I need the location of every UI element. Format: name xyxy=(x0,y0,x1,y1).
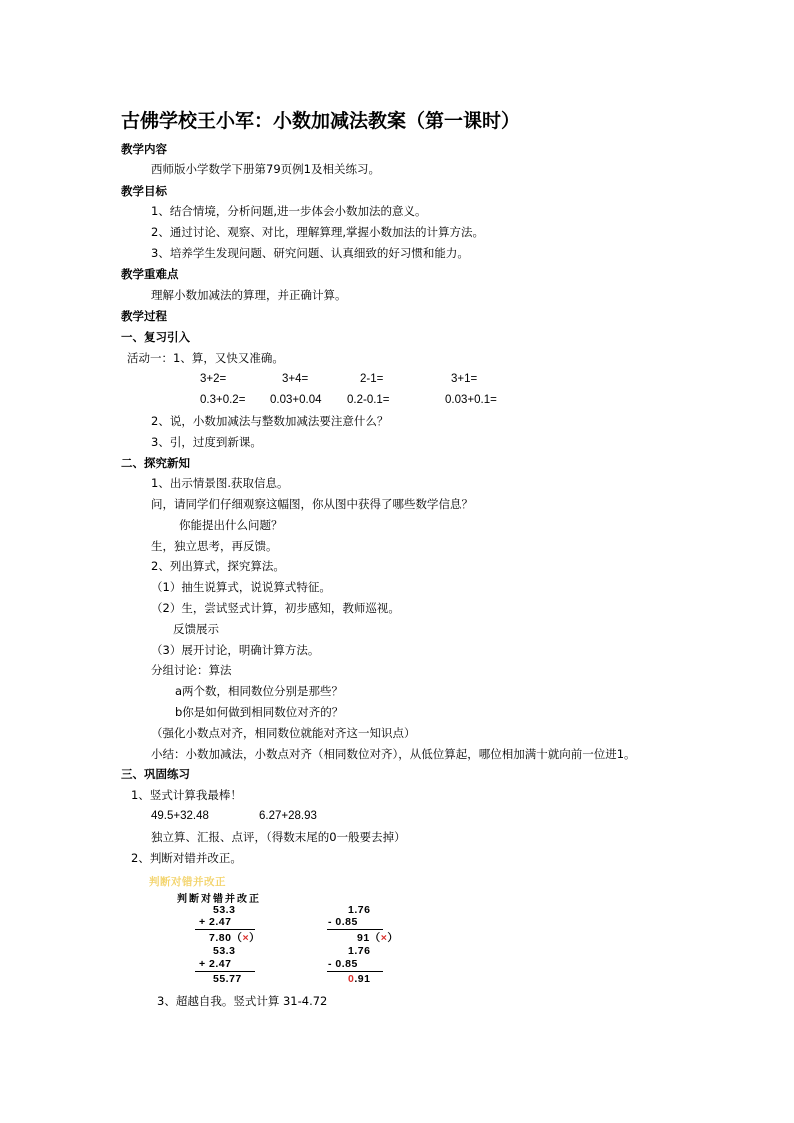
feedback: 反馈展示 xyxy=(173,622,219,636)
document-title: 古佛学校王小军：小数加减法教案（第一课时） xyxy=(121,110,521,132)
activity-1: 活动一：1、算，又快又准确。 xyxy=(127,351,284,365)
practice-3: 3、超越自我。竖式计算 31-4.72 xyxy=(157,994,328,1008)
calc-item: 3+2= xyxy=(200,373,227,385)
key-text: 理解小数加减法的算理，并正确计算。 xyxy=(151,288,347,302)
figure-heading: 判断对错并改正 xyxy=(177,894,261,905)
figure-number: 55.77 xyxy=(213,973,242,985)
wrong-mark-icon: × xyxy=(380,932,388,944)
ask-2: 你能提出什么问题？ xyxy=(179,518,283,532)
figure-result xyxy=(209,930,260,945)
calc-item: 0.2-0.1= xyxy=(347,394,390,406)
figure-number: + 2.47 xyxy=(199,958,232,970)
figure-number: .91 xyxy=(354,973,371,985)
figure-number: + 2.47 xyxy=(199,916,232,928)
calc-item: 0.03+0.1= xyxy=(445,394,497,406)
figure-result xyxy=(357,930,398,945)
part-2-heading: 二、探究新知 xyxy=(121,456,190,470)
figure-rule xyxy=(327,971,383,972)
goal-3: 3、培养学生发现问题、研究问题、认真细致的好习惯和能力。 xyxy=(151,246,469,260)
calc-item: 0.03+0.04 xyxy=(270,394,322,406)
ask-1: 问，请同学们仔细观察这幅图，你从图中获得了哪些数学信息？ xyxy=(151,497,473,511)
figure-result xyxy=(348,973,370,985)
figure-number: 53.3 xyxy=(213,904,236,916)
practice-item: 6.27+28.93 xyxy=(259,810,317,822)
calc-item: 3+1= xyxy=(451,373,478,385)
figure-bracket: ） xyxy=(249,932,261,944)
step-1: （1）抽生说算式，说说算式特征。 xyxy=(151,580,331,594)
figure-number: 1.76 xyxy=(348,945,371,957)
part-1-heading: 一、复习引入 xyxy=(121,330,190,344)
practice-item: 49.5+32.48 xyxy=(151,810,209,822)
section-heading-content: 教学内容 xyxy=(121,142,167,156)
figure-number: 91（ xyxy=(357,932,381,944)
step-3: （3）展开讨论，明确计算方法。 xyxy=(151,643,320,657)
student-1: 生，独立思考，再反馈。 xyxy=(151,539,278,553)
figure-number: - 0.85 xyxy=(328,916,358,928)
section-heading-goals: 教学目标 xyxy=(121,184,167,198)
goal-2: 2、通过讨论、观察、对比，理解算理,掌握小数加法的计算方法。 xyxy=(151,225,484,239)
figure-number: - 0.85 xyxy=(328,958,358,970)
calc-item: 3+4= xyxy=(282,373,309,385)
step-2: （2）生，尝试竖式计算，初步感知，教师巡视。 xyxy=(151,601,400,615)
group-discussion: 分组讨论：算法 xyxy=(151,663,232,677)
part-3-heading: 三、巩固练习 xyxy=(121,767,190,781)
content-text: 西师版小学数学下册第79页例1及相关练习。 xyxy=(151,162,380,176)
strengthen-note: （强化小数点对齐，相同数位就能对齐这一知识点） xyxy=(151,726,416,740)
figure-number: 53.3 xyxy=(213,945,236,957)
explore-1: 1、出示情景图.获取信息。 xyxy=(151,476,289,490)
corrected-digit: 0 xyxy=(348,973,355,985)
practice-2: 2、判断对错并改正。 xyxy=(131,851,242,865)
explore-2: 2、列出算式，探究算法。 xyxy=(151,559,285,573)
section-heading-process: 教学过程 xyxy=(121,309,167,323)
judgement-figure xyxy=(147,874,417,986)
calc-item: 2-1= xyxy=(360,373,384,385)
figure-faint-label: 判断对错并改正 xyxy=(149,876,226,888)
summary: 小结：小数加减法，小数点对齐（相同数位对齐），从低位算起，哪位相加满十就向前一位进1。 xyxy=(151,747,636,761)
figure-number: 1.76 xyxy=(348,904,371,916)
wrong-mark-icon: × xyxy=(242,932,250,944)
section-heading-key: 教学重难点 xyxy=(121,267,179,281)
review-2: 2、说，小数加减法与整数加减法要注意什么？ xyxy=(151,414,389,428)
goal-1: 1、结合情境，分析问题,进一步体会小数加法的意义。 xyxy=(151,204,427,218)
figure-rule xyxy=(195,971,255,972)
practice-1-note: 独立算、汇报、点评，（得数末尾的0一般要去掉） xyxy=(151,830,406,844)
review-3: 3、引，过度到新课。 xyxy=(151,435,262,449)
calc-item: 0.3+0.2= xyxy=(200,394,246,406)
figure-bracket: ） xyxy=(387,932,399,944)
figure-number: 7.80（ xyxy=(209,932,243,944)
practice-1: 1、竖式计算我最棒！ xyxy=(131,788,242,802)
question-b: b你是如何做到相同数位对齐的？ xyxy=(175,705,344,719)
question-a: a两个数，相同数位分别是那些？ xyxy=(175,684,344,698)
